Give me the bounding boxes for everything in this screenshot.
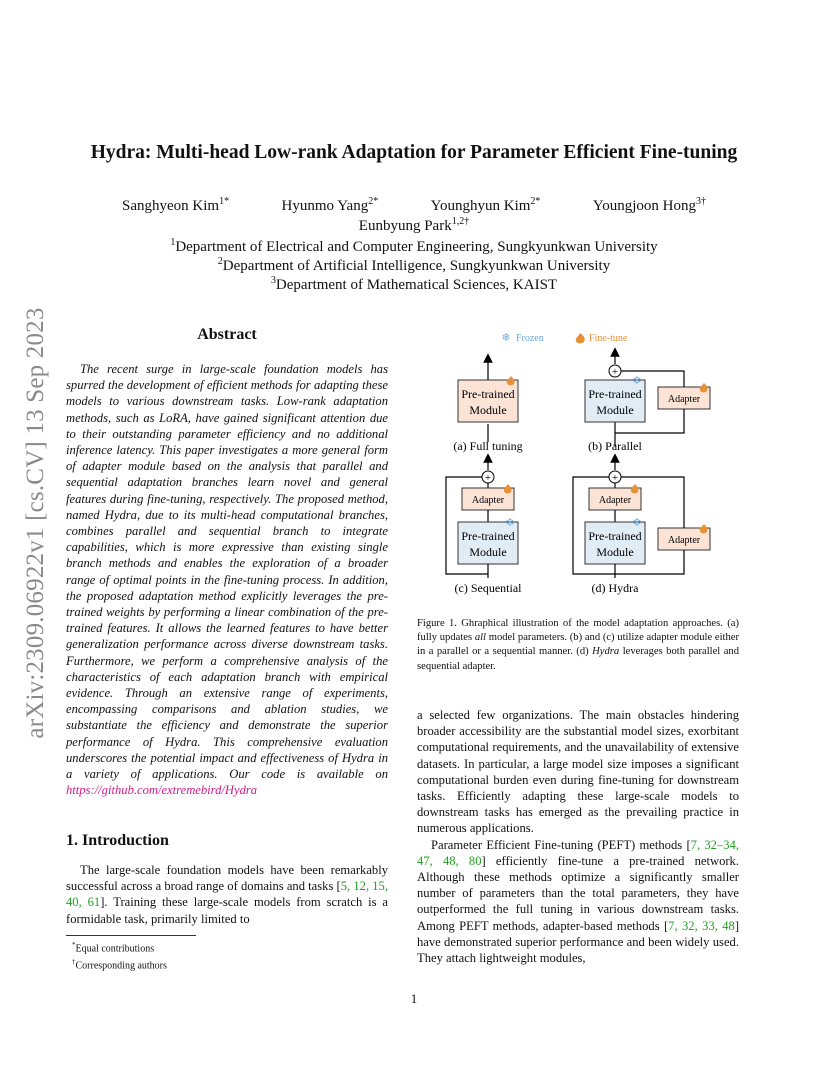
abstract-heading: Abstract [197, 326, 257, 343]
paragraph-continuation: a selected few organizations. The main obstacles hindering broader accessibility are the substantial model sizes, exorbitant computational requirements, and the unavailability of extensive datasets. In particular, a large model size imposes a significant computational burden even during fine-tuning for downstream tasks. Efficiently adapting these large-scale models to downstream tasks has emerged as the prevailing practice in numerous applications. [417, 708, 739, 836]
author-3: Younghyun Kim$^{2*}$ [430, 196, 541, 214]
footnote-divider [66, 935, 196, 936]
diagram-full-tuning [453, 358, 522, 453]
citation-link[interactable]: 7, 32, 33, 48 [668, 918, 735, 933]
flame-icon [504, 484, 512, 493]
right-column-text [417, 707, 739, 966]
footnotes [72, 939, 167, 973]
figure-1-caption: Figure 1. Ghraphical illustration of the model adaptation approaches. (a) fully updates all model parameters. (b) and (c) utilize adapter module either in a parallel or a sequential manner. (d) Hydra leverages both parallel and sequential adapter. [417, 618, 739, 672]
snowflake-icon: ❄ [632, 375, 642, 387]
svg-text:+: + [611, 366, 619, 378]
page-number: 1 [410, 991, 418, 1006]
arxiv-sidebar-stamp [14, 288, 58, 758]
diagram-hydra [573, 458, 710, 595]
affiliation-3: $^3$Department of Mathematical Sciences, KAIST [270, 275, 558, 293]
module-label: Module [596, 545, 634, 559]
diagram-parallel [585, 352, 710, 453]
abstract-text: The recent surge in large-scale foundation models has spurred the development of efficient methods for adapting these models to various downstream tasks. Low-rank adaptation methods, such as LoRA, have gained significant attention due to their outstanding parameter efficiency and no additional inference latency. This paper investigates a more general form of adapter module based on the analysis that parallel and sequential adaptation branches learn novel and general features during fine-tuning, respectively. The proposed method, named Hydra, due to its multi-head computational branches, combines parallel and sequential branch to integrate capabilities, which is more expressive than existing single branch methods and enables the exploration of a broader range of optimal points in the fine-tuning process. In addition, the proposed adaptation method explicitly leverages the pre-trained weights by performing a linear combination of the pre-trained features. It allows the learned features to have better generalization performance across diverse downstream tasks. Furthermore, we perform a comprehensive analysis of the characteristics of each adaptation branch with empirical evidence. Through an extensive range of experiments, encompassing comparisons and ablation studies, we substantiate the efficiency and demonstrate the superior performance of Hydra. This comprehensive evaluation underscores the potential impact and effectiveness of Hydra in a variety of applications. Our code is available on [66, 362, 388, 782]
affiliation-2: $^2$Department of Artificial Intelligence, Sungkyunkwan University [217, 256, 611, 274]
diagram-sequential [446, 458, 522, 595]
subcaption-b: (b) Parallel [588, 439, 642, 453]
flame-icon [700, 383, 708, 392]
adapter-label: Adapter [667, 535, 701, 546]
module-label: Pre-trained [588, 529, 642, 543]
footnote-corresponding: †Corresponding authors [72, 957, 167, 972]
adapter-label: Adapter [667, 394, 701, 405]
snowflake-icon: ❄ [632, 517, 642, 529]
module-label: Module [596, 403, 634, 417]
module-label: Module [469, 545, 507, 559]
legend-finetune-label: Fine-tune [589, 333, 628, 344]
author-list [100, 196, 728, 235]
figure-1-diagram [440, 328, 740, 600]
flame-icon [507, 376, 515, 385]
author-2: Hyunmo Yang$^{2*}$ [281, 196, 379, 214]
snowflake-icon: ❄ [501, 332, 511, 344]
subcaption-d: (d) Hydra [591, 581, 639, 595]
flame-icon [631, 484, 639, 493]
subcaption-a: (a) Full tuning [453, 439, 523, 453]
citation-link[interactable]: 7, 32–34, 47, 48, 80 [417, 837, 739, 868]
paragraph-peft: Parameter Efficient Fine-tuning (PEFT) methods [7, 32–34, 47, 48, 80] efficiently fine-tune a pre-trained network. Although these methods optimize a significantly smaller number of parameters than the total parameters, they have outperformed the full tuning in various downstream tasks. Among PEFT methods, adapter-based methods [7, 32, 33, 48] have demonstrated superior performance and been widely used. They attach lightweight modules, [417, 837, 740, 966]
affiliation-1: $^1$Department of Electrical and Computer Engineering, Sungkyunkwan University [170, 237, 658, 255]
footnote-equal: *Equal contributions [72, 941, 155, 955]
citation-link[interactable]: 5, 12, 15, 40, 61 [66, 879, 389, 910]
module-label: Pre-trained [461, 529, 515, 543]
flame-icon [576, 333, 585, 343]
module-label: Pre-trained [461, 387, 515, 401]
legend-frozen [501, 332, 543, 344]
module-label: Pre-trained [588, 387, 642, 401]
legend-frozen-label: Frozen [516, 333, 544, 344]
abstract-body [66, 361, 388, 798]
snowflake-icon: ❄ [505, 517, 515, 529]
introduction-heading: 1. Introduction [66, 832, 169, 849]
subcaption-c: (c) Sequential [454, 581, 522, 595]
adapter-label: Adapter [598, 495, 632, 506]
svg-text:+: + [484, 472, 492, 484]
arxiv-id: arXiv:2309.06922v1 [cs.CV] 13 Sep 2023 [22, 307, 49, 739]
introduction-paragraph: The large-scale foundation models have been remarkably successful across a broad range of domains and tasks [5, 12, 15, 40, 61]. Training these large-scale models from scratch is a formidable task, primarily limited to [66, 863, 389, 926]
module-label: Module [469, 403, 507, 417]
author-1: Sanghyeon Kim$^{1*}$ [122, 196, 230, 214]
svg-text:+: + [611, 472, 619, 484]
author-5: Eunbyung Park$^{1,2\dagger}$ [358, 216, 470, 234]
adapter-label: Adapter [471, 495, 505, 506]
flame-icon [700, 524, 708, 533]
author-4: Youngjoon Hong$^{3\dagger}$ [592, 196, 706, 214]
paper-title: Hydra: Multi-head Low-rank Adaptation for Parameter Efficient Fine-tuning [90, 142, 738, 163]
legend-finetune [576, 333, 628, 344]
code-link[interactable]: https://github.com/extremebird/Hydra [66, 783, 258, 798]
